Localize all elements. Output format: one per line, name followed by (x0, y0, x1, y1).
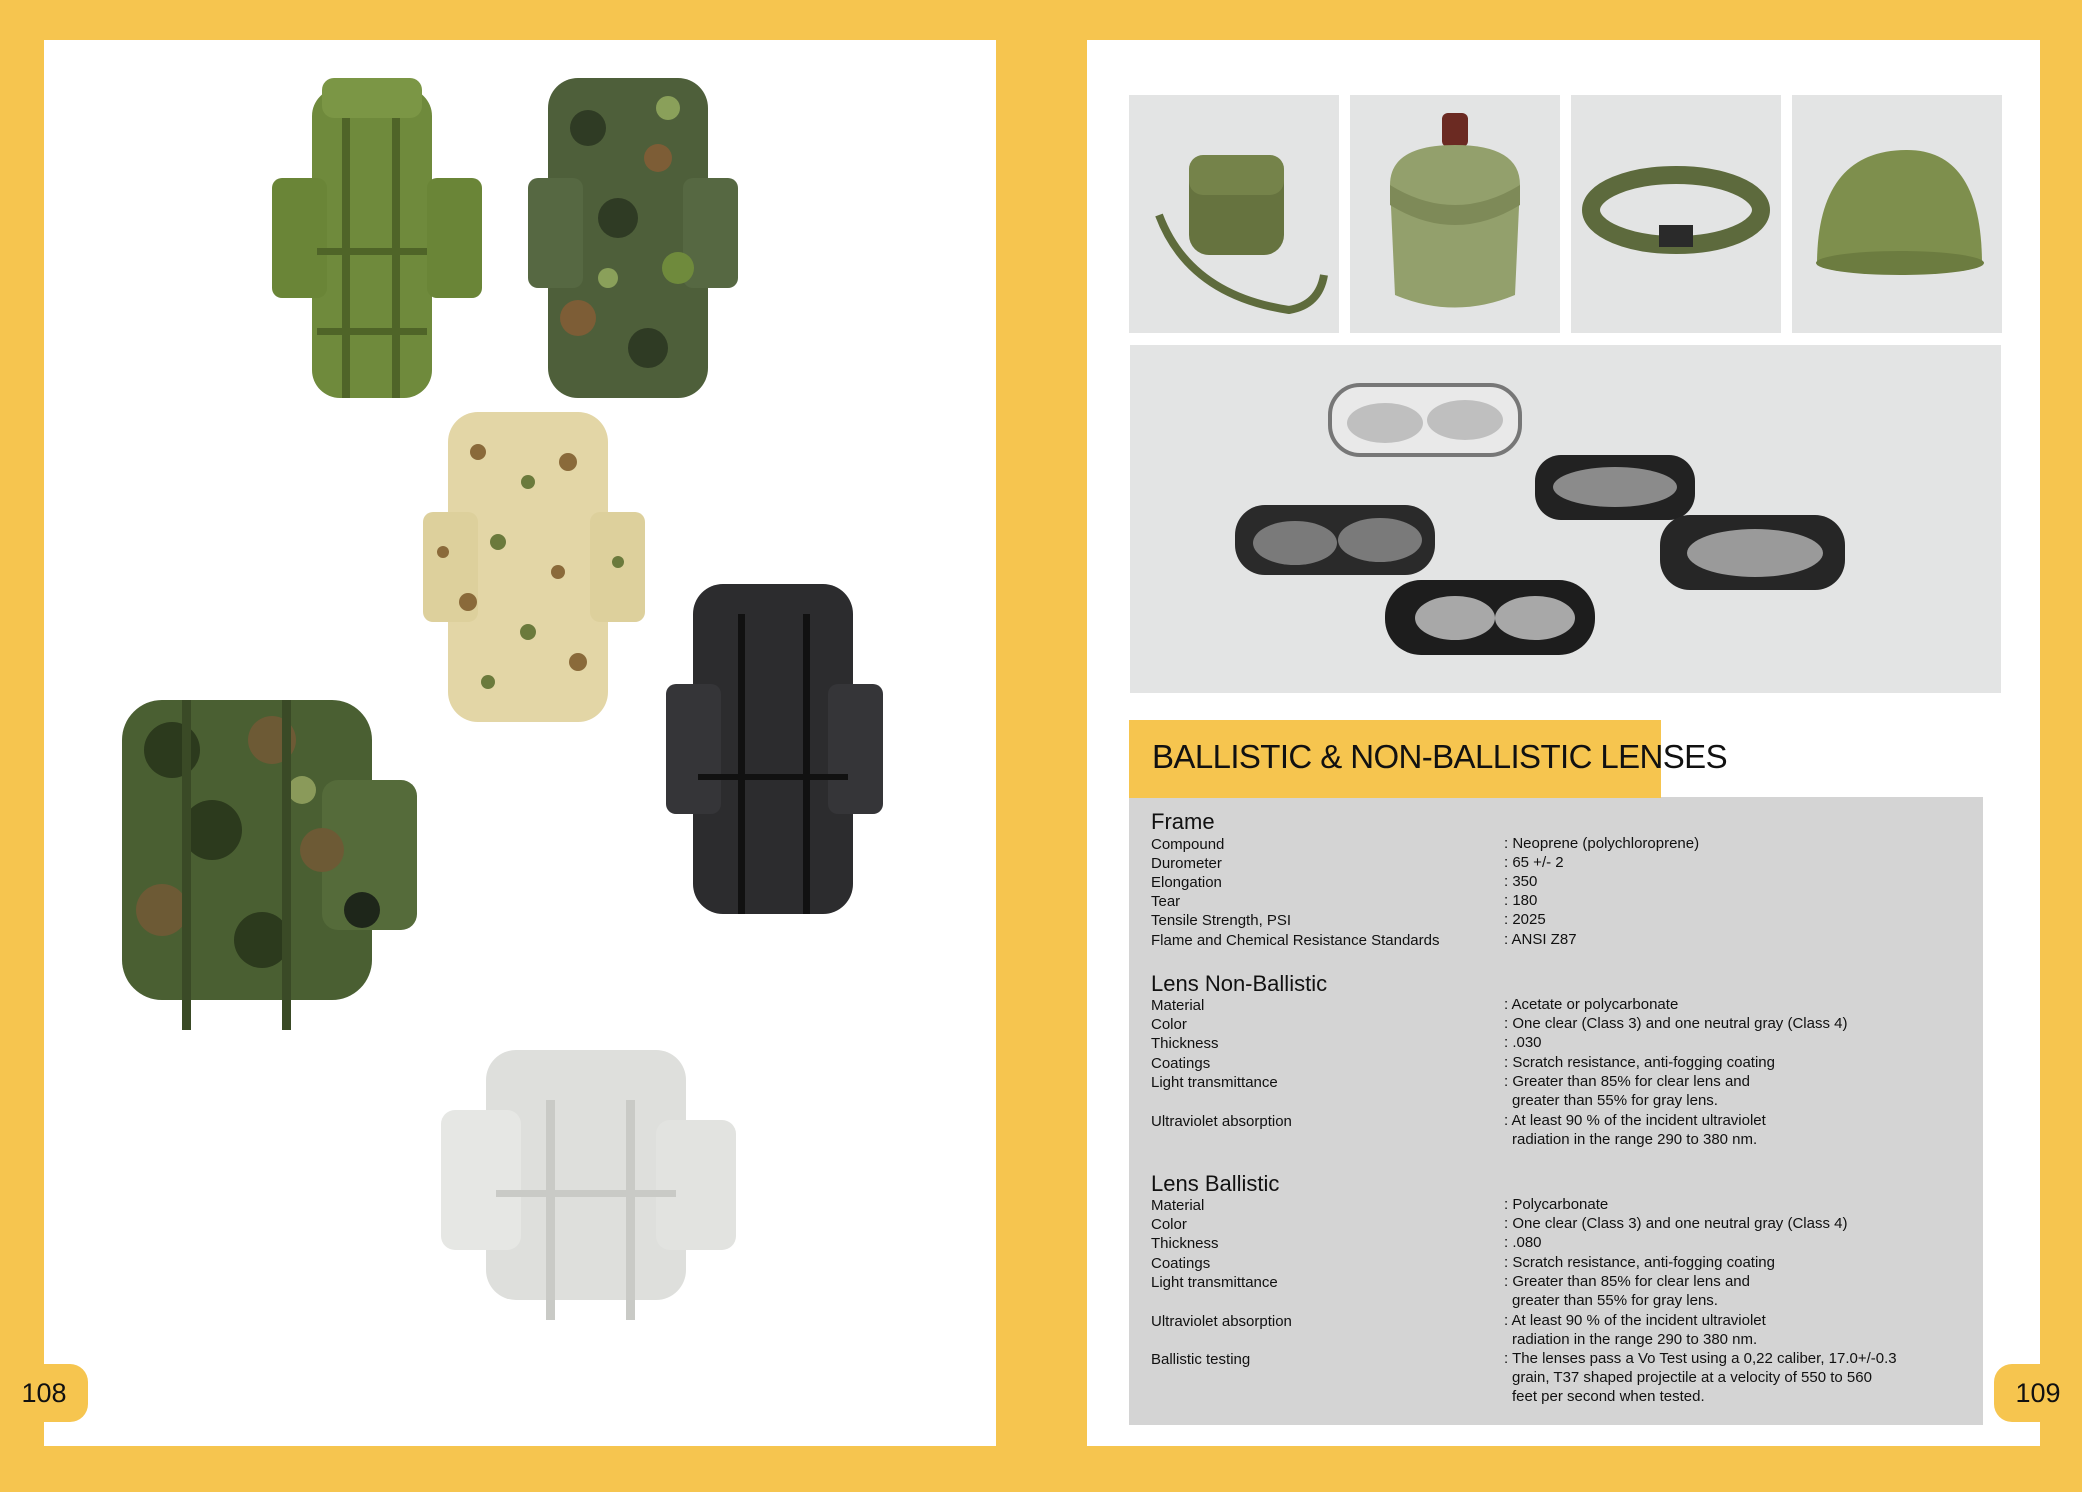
b-value-color: : One clear (Class 3) and one neutral gray (Class 4) (1504, 1215, 1848, 1232)
b-value-ballistic-testing (1504, 1349, 1897, 1406)
frame-label-durometer: Durometer (1151, 855, 1222, 872)
canteen-thumbnail (1350, 95, 1560, 333)
frame-heading: Frame (1151, 809, 1215, 834)
nb-label-coatings: Coatings (1151, 1055, 1211, 1072)
b-value-uv (1504, 1311, 1766, 1349)
nb-label-color: Color (1151, 1016, 1187, 1033)
goggles-photo-panel (1130, 345, 2001, 693)
frame-value-tensile: : 2025 (1504, 911, 1546, 928)
nb-value-coatings: : Scratch resistance, anti-fogging coating (1504, 1054, 1775, 1071)
frame-label-tear: Tear (1151, 893, 1181, 910)
b-value-thickness: : .080 (1504, 1234, 1542, 1251)
b-value-ballistic-line3: feet per second when tested. (1512, 1388, 1705, 1405)
green-backpack-image (262, 68, 492, 418)
b-label-thickness: Thickness (1151, 1235, 1219, 1252)
helmet-thumbnail (1792, 95, 2002, 333)
nb-value-uv (1504, 1111, 1766, 1149)
flecktarn-backpack-image (518, 68, 748, 413)
frame-value-elongation: : 350 (1504, 873, 1538, 890)
frame-value-durometer: : 65 +/- 2 (1504, 854, 1564, 871)
b-value-light-line1: : Greater than 85% for clear lens and (1504, 1273, 1750, 1290)
lens-non-ballistic-heading: Lens Non-Ballistic (1151, 971, 1328, 996)
nb-value-thickness: : .030 (1504, 1034, 1542, 1051)
nb-label-uv: Ultraviolet absorption (1151, 1113, 1292, 1130)
lens-ballistic-heading: Lens Ballistic (1151, 1171, 1280, 1196)
b-label-uv: Ultraviolet absorption (1151, 1313, 1292, 1330)
goggles-image (1130, 345, 2001, 693)
helmet-image (1792, 95, 2002, 333)
nb-value-uv-line1: : At least 90 % of the incident ultraviolet (1504, 1112, 1766, 1129)
b-label-light: Light transmittance (1151, 1274, 1278, 1291)
nb-value-light-line1: : Greater than 85% for clear lens and (1504, 1073, 1750, 1090)
b-value-ballistic-line2: grain, T37 shaped projectile at a velocity of 550 to 560 (1512, 1369, 1872, 1386)
nb-value-light-line2: greater than 55% for gray lens. (1512, 1092, 1718, 1109)
frame-label-flame: Flame and Chemical Resistance Standards (1151, 932, 1440, 949)
b-label-ballistic-testing: Ballistic testing (1151, 1351, 1251, 1368)
desert-camo-backpack-image (418, 402, 650, 737)
nb-value-material: : Acetate or polycarbonate (1504, 996, 1679, 1013)
b-value-material: : Polycarbonate (1504, 1196, 1609, 1213)
canteen-pouch-image (1129, 95, 1339, 333)
b-label-color: Color (1151, 1216, 1187, 1233)
frame-label-compound: Compound (1151, 836, 1225, 853)
b-value-uv-line1: : At least 90 % of the incident ultraviolet (1504, 1312, 1766, 1329)
nb-value-light (1504, 1072, 1750, 1110)
b-value-light-line2: greater than 55% for gray lens. (1512, 1292, 1718, 1309)
black-backpack-image (658, 574, 888, 934)
canteen-image (1350, 95, 1560, 333)
nb-label-light: Light transmittance (1151, 1074, 1278, 1091)
frame-value-tear: : 180 (1504, 892, 1538, 909)
frame-value-compound: : Neoprene (polychloroprene) (1504, 835, 1700, 852)
nb-label-material: Material (1151, 997, 1205, 1014)
b-value-ballistic-line1: : The lenses pass a Vo Test using a 0,22 caliber, 17.0+/-0.3 (1504, 1350, 1897, 1367)
b-value-uv-line2: radiation in the range 290 to 380 nm. (1512, 1331, 1758, 1348)
b-value-coatings: : Scratch resistance, anti-fogging coating (1504, 1254, 1775, 1271)
frame-label-elongation: Elongation (1151, 874, 1222, 891)
frame-value-flame: : ANSI Z87 (1504, 931, 1577, 948)
nb-label-thickness: Thickness (1151, 1035, 1219, 1052)
page-number-right: 109 (1994, 1364, 2082, 1422)
belt-thumbnail (1571, 95, 1781, 333)
page-number-left: 108 (0, 1364, 88, 1422)
page-title: BALLISTIC & NON-BALLISTIC LENSES (1152, 738, 1727, 775)
b-label-coatings: Coatings (1151, 1255, 1211, 1272)
white-backpack-image (436, 1040, 748, 1330)
frame-label-tensile: Tensile Strength, PSI (1151, 912, 1292, 929)
b-value-light (1504, 1272, 1750, 1310)
woodland-camo-backpack-image (102, 680, 442, 1040)
nb-value-color: : One clear (Class 3) and one neutral gray (Class 4) (1504, 1015, 1848, 1032)
nb-value-uv-line2: radiation in the range 290 to 380 nm. (1512, 1131, 1758, 1148)
canteen-pouch-thumbnail (1129, 95, 1339, 333)
b-label-material: Material (1151, 1197, 1205, 1214)
belt-image (1571, 95, 1781, 333)
